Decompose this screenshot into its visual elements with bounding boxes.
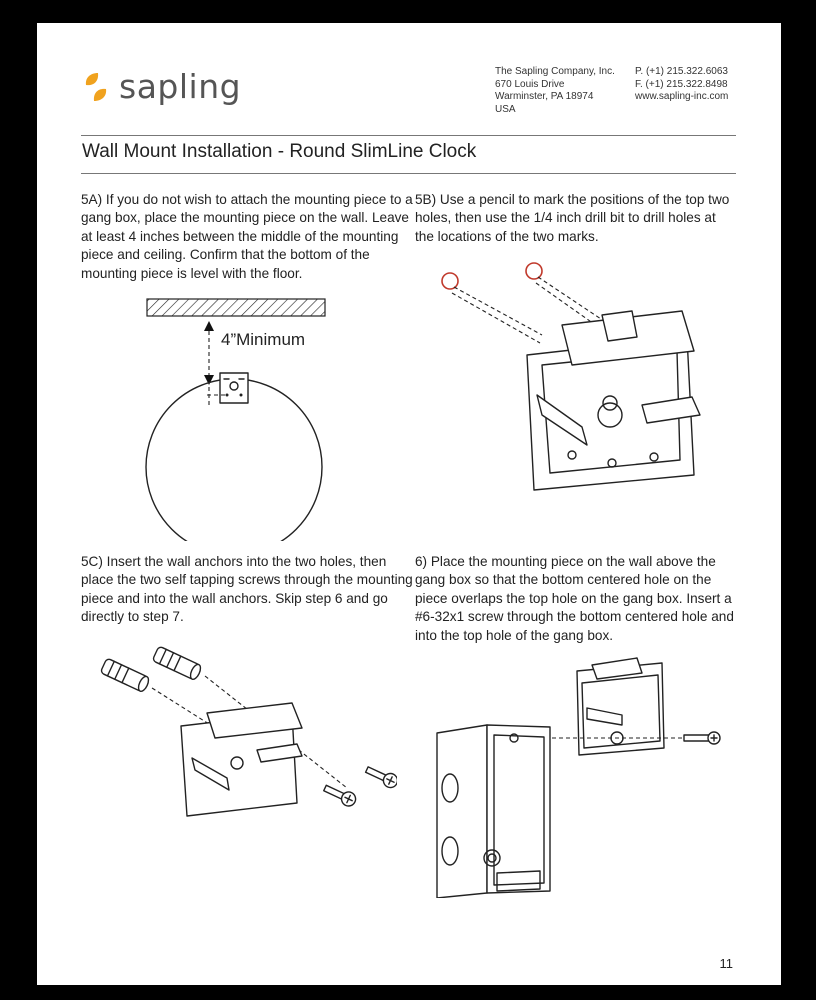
gang-box-diagram <box>432 653 732 898</box>
address-line: Warminster, PA 18974 <box>495 91 594 102</box>
sapling-leaf-icon <box>81 70 111 104</box>
ceiling-clearance-diagram <box>137 291 337 541</box>
minimum-clearance-label: 4”Minimum <box>221 330 306 349</box>
step-5c-text: 5C) Insert the wall anchors into the two holes, then place the two self tapping screws through the mounting piece and into the wall anchors. Skip step 6 and go directly to step 7. <box>81 554 413 625</box>
gang-box-screw <box>684 732 720 744</box>
mounting-piece <box>220 373 248 403</box>
address-line: USA <box>495 103 516 115</box>
website-line: www.sapling-inc.com <box>635 91 729 102</box>
title-rule <box>81 173 736 174</box>
gang-box <box>437 725 487 898</box>
screw-left <box>322 782 358 809</box>
screw-right <box>364 763 397 790</box>
page-title: Wall Mount Installation - Round SlimLine Clock <box>82 141 477 162</box>
drill-mark-left <box>442 273 458 289</box>
header-rule <box>81 135 736 136</box>
brand-name: sapling <box>119 67 242 106</box>
document-page <box>37 23 781 985</box>
page-number: 11 <box>719 956 733 971</box>
step-6-text: 6) Place the mounting piece on the wall above the gang box so that the bottom centered hole on the piece overlaps the top hole on the gang box. Insert a #6-32x1 screw through the bottom centered hole and into the top hole of the gang box. <box>415 554 734 643</box>
drill-marking-diagram <box>432 255 722 495</box>
step-5b-text: 5B) Use a pencil to mark the positions of the top two holes, then use the 1/4 inch drill bit to drill holes at the locations of the two marks. <box>415 192 730 244</box>
company-address <box>495 66 615 116</box>
phone-line: P. (+1) 215.322.6063 <box>635 66 728 77</box>
step-5a-text: 5A) If you do not wish to attach the mounting piece to a gang box, place the mounting piece on the wall. Leave at least 4 inches between the middle of the mounting piece and ceiling. Confirm that the bottom of the mounting piece is level with the floor. <box>81 192 413 281</box>
wall-anchor-left <box>100 658 150 693</box>
fax-line: F. (+1) 215.322.8498 <box>635 78 728 90</box>
company-contact <box>635 66 728 104</box>
drill-mark-right <box>526 263 542 279</box>
sapling-logo <box>81 67 241 106</box>
anchor-screw-diagram <box>97 638 397 838</box>
address-line: The Sapling Company, Inc. <box>495 66 615 77</box>
ceiling-hatch <box>147 299 325 316</box>
wall-anchor-right <box>152 646 202 681</box>
address-line: 670 Louis Drive <box>495 78 565 90</box>
